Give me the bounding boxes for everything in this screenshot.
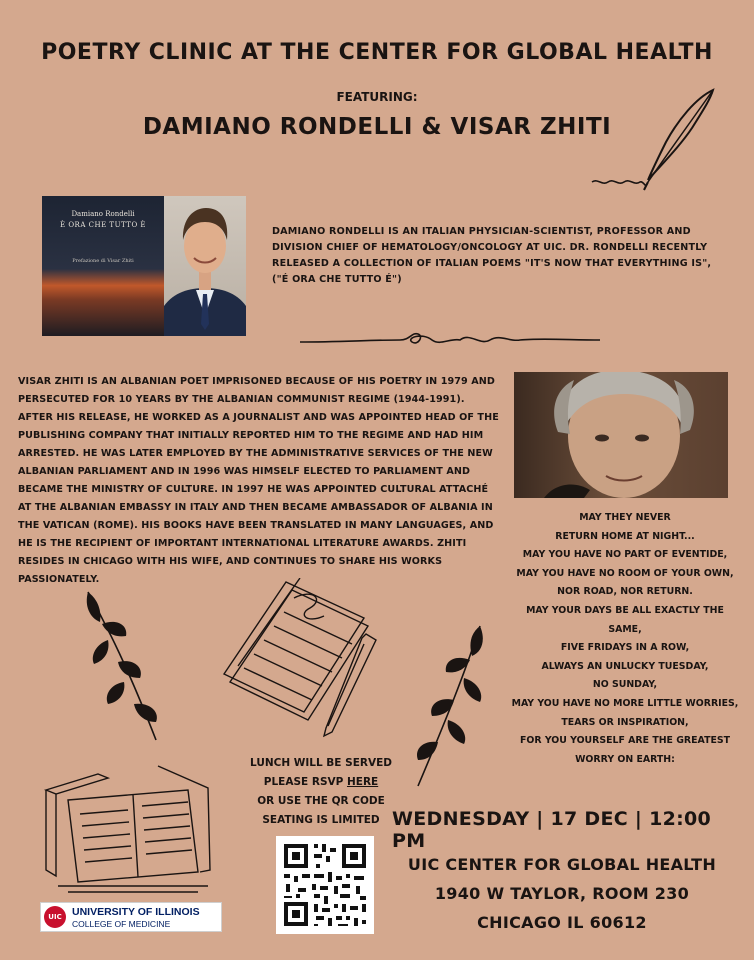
featured-names: DAMIANO RONDELLI & VISAR ZHITI xyxy=(142,114,612,140)
poem-text xyxy=(506,509,744,769)
qr-code[interactable] xyxy=(276,836,374,934)
event-location xyxy=(392,850,732,937)
poem-line: MAY YOU HAVE NO ROOM OF YOUR OWN, xyxy=(516,567,734,579)
poem-line: FOR YOU YOURSELF ARE THE GREATEST xyxy=(519,735,731,747)
lunch-note: LUNCH WILL BE SERVED xyxy=(250,757,392,769)
poem-line: FIVE FRIDAYS IN A ROW, xyxy=(560,642,690,654)
poem-line: MAY YOU HAVE NO PART OF EVENTIDE, xyxy=(522,549,728,561)
rsvp-prompt: PLEASE RSVP xyxy=(263,776,347,788)
poem-line: ALWAYS AN UNLUCKY TUESDAY, xyxy=(541,660,709,672)
uic-logo-line2: COLLEGE OF MEDICINE xyxy=(72,919,171,929)
rsvp-info xyxy=(236,754,406,830)
venue-city: CHICAGO IL 60612 xyxy=(477,913,647,932)
uic-logo xyxy=(40,902,222,932)
leaf-branch-icon xyxy=(78,588,188,748)
book-cover-author: Damiano Rondelli xyxy=(71,210,135,218)
zhiti-portrait xyxy=(514,372,728,498)
event-datetime: WEDNESDAY | 17 DEC | 12:00 PM xyxy=(392,808,712,852)
rondelli-bio: DAMIANO RONDELLI IS AN ITALIAN PHYSICIAN-SCIENTIST, PROFESSOR AND DIVISION CHIEF OF HEMATOLOGY/ONCOLOGY AT UIC. DR. RONDELLI RECENTLY RELEASED A COLLECTION OF ITALIAN POEMS "IT'S NOW THAT EVERYTHING IS", ("É ORA CHE TUTTO É") xyxy=(272,226,712,285)
poem-line: NO SUNDAY, xyxy=(592,679,658,691)
poem-line: MAY YOU HAVE NO MORE LITTLE WORRIES, xyxy=(511,697,739,709)
rondelli-portrait xyxy=(164,196,246,336)
book-cover-title: È ORA CHE TUTTO È xyxy=(59,221,147,229)
poem-line: NOR ROAD, NOR RETURN. xyxy=(557,586,693,598)
poem-line: RETURN HOME AT NIGHT... xyxy=(555,530,695,542)
rsvp-line xyxy=(236,773,406,792)
rsvp-here-link[interactable]: HERE xyxy=(346,776,379,788)
books-sketch-icon xyxy=(38,760,218,900)
poem-line: SAME, xyxy=(608,623,642,635)
swirl-divider-icon xyxy=(300,328,600,352)
qr-note: OR USE THE QR CODE xyxy=(257,795,385,807)
book-cover-preface: Prefazione di Visar Zhiti xyxy=(72,258,134,264)
flyer-title: POETRY CLINIC AT THE CENTER FOR GLOBAL HEALTH xyxy=(41,40,713,65)
zhiti-bio: VISAR ZHITI IS AN ALBANIAN POET IMPRISONED BECAUSE OF HIS POETRY IN 1979 AND PERSECUTED FOR 10 YEARS BY THE ALBANIAN COMMUNIST REGIME (1944-1991). AFTER HIS RELEASE, HE WORKED AS A JOURNALIST AND WAS APPOINTED HEAD OF THE PUBLISHING COMPANY THAT INITIALLY REPORTED HIM TO THE REGIME AND HAD HIM ARRESTED. HE WAS LATER EMPLOYED BY THE ADMINISTRATIVE SERVICES OF THE NEW ALBANIAN PARLIAMENT AND IN 1996 WAS HIMSELF ELECTED TO PARLIAMENT AND BECAME THE MINISTRY OF CULTURE. IN 1997 HE WAS APPOINTED CULTURAL ATTACHÉ AT THE ALBANIAN EMBASSY IN ITALY AND THEN BECAME AMBASSADOR OF ALBANIA IN THE VATICAN (ROME). HIS BOOKS HAVE BEEN TRANSLATED IN MANY LANGUAGES, AND HE IS THE RECIPIENT OF IMPORTANT INTERNATIONAL LITERATURE AWARDS. ZHITI RESIDES IN CHICAGO WITH HIS WIFE, AND CONTINUES TO SHARE HIS WORKS PASSIONATELY. xyxy=(18,376,499,585)
notebook-and-pen-icon xyxy=(214,578,384,738)
poem-line: WORRY ON EARTH: xyxy=(575,753,675,765)
seating-note: SEATING IS LIMITED xyxy=(262,814,380,826)
uic-logo-mark: UIC xyxy=(44,906,66,928)
poem-line: TEARS OR INSPIRATION, xyxy=(561,716,689,728)
quill-pen-icon xyxy=(588,86,718,196)
venue-address: 1940 W TAYLOR, ROOM 230 xyxy=(434,884,690,903)
poem-line: MAY THEY NEVER xyxy=(579,512,671,523)
book-cover-image xyxy=(42,196,164,336)
poem-line: MAY YOUR DAYS BE ALL EXACTLY THE xyxy=(526,604,724,616)
uic-logo-line1: UNIVERSITY OF ILLINOIS xyxy=(72,906,200,918)
venue-name: UIC CENTER FOR GLOBAL HEALTH xyxy=(407,855,717,874)
leaf-branch-icon xyxy=(396,620,496,790)
featuring-label: FEATURING: xyxy=(336,90,418,104)
